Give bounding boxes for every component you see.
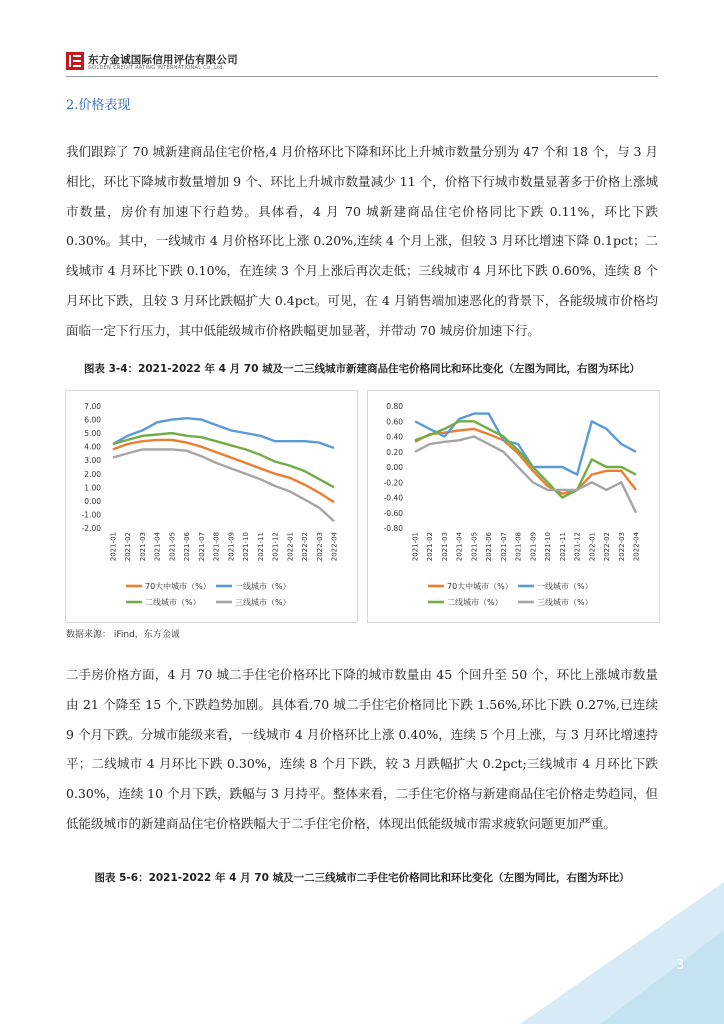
x-tick-label: 2021-12 [271, 532, 280, 562]
legend-label: 一线城市（%） [235, 582, 291, 591]
x-tick-label: 2021-11 [256, 532, 265, 562]
legend-label: 三线城市（%） [235, 598, 291, 607]
paragraph-new-home-prices: 我们跟踪了 70 城新建商品住宅价格,4 月价格环比下降和环比上升城市数量分别为 47 个和 18 个，与 3 月相比，环比下降城市数量增加 9 个、环比上升城市数量减少 11 个，价格下行城市数量显著多于价格上涨城市数量，房价有加速下行趋势。具体看，4 月 70 城新建商品住宅价格同比下跌 0.11%，环比下跌 0.30%。其中，一线城市 4 月价格环比上涨 0.20%,连续 4 个月上涨，但较 3 月环比增速下降 0.1pct；二线城市 4 月环比下跌 0.10%，在连续 3 个月上涨后再次走低；三线城市 4 月环比下跌 0.60%，连续 8 个月环比下跌，且较 3 月环比跌幅扩大 0.4pct。可见，在 4 月销售端加速恶化的背景下，各能级城市价格均面临一定下行压力，其中低能级城市价格跌幅更加显著，并带动 70 城房价加速下行。 [66, 144, 658, 338]
x-tick-label: 2021-02 [426, 532, 435, 562]
x-tick-label: 2021-05 [470, 532, 479, 562]
x-tick-label: 2021-09 [529, 532, 538, 562]
figure-caption-3-4: 图表 3-4：2021-2022 年 4 月 70 城及一二三线城市新建商品住宅价格同比和环比变化（左图为同比，右图为环比） [83, 363, 641, 375]
series-line [415, 437, 636, 513]
y-tick-label: -0.80 [383, 524, 403, 533]
x-tick-label: 2021-02 [124, 532, 133, 562]
legend-label: 70大中城市（%） [145, 582, 211, 591]
x-tick-label: 2022-02 [603, 532, 612, 562]
x-tick-label: 2021-10 [242, 532, 251, 562]
x-tick-label: 2021-12 [573, 532, 582, 562]
company-name-cn: 东方金诚国际信用评估有限公司 [88, 54, 238, 66]
x-tick-label: 2022-01 [588, 532, 597, 562]
y-tick-label: 4.00 [84, 442, 101, 452]
y-tick-label: 6.00 [84, 415, 101, 425]
x-tick-label: 2021-07 [499, 532, 508, 562]
y-tick-label: 0.60 [386, 417, 403, 427]
section-title: 2.价格表现 [66, 98, 131, 113]
chart-yoy-new-home [65, 390, 358, 623]
data-source-note: 数据来源： iFind，东方金诚 [66, 630, 180, 640]
x-tick-label: 2021-08 [514, 532, 523, 562]
x-tick-label: 2021-08 [212, 532, 221, 562]
paragraph-second-hand-prices: 二手房价格方面，4 月 70 城二手住宅价格环比下降的城市数量由 45 个回升至 50 个，环比上涨城市数量由 21 个降至 15 个,下跌趋势加剧。具体看,70 城二手住宅价格同比下跌 1.56%,环比下跌 0.27%,已连续 9 个月下跌。分城市能级来看，一线城市 4 月价格环比上涨 0.40%，连续 5 个月上涨，与 3 月环比增速持平；二线城市 4 月环比下跌 0.30%，连续 8 个月下跌，较 3 月跌幅扩大 0.2pct;三线城市 4 月环比下跌 0.30%，连续 10 个月下跌，跌幅与 3 月持平。整体来看，二手住宅价格与新建商品住宅价格走势趋同，但低能级城市的新建商品住宅价格跌幅大于二手住宅价格，体现出低能级城市需求疲软问题更加严重。 [66, 667, 658, 831]
figure-caption-5-6: 图表 5-6：2021-2022 年 4 月 70 城及一二三线城市二手住宅价格同比和环比变化（左图为同比，右图为环比） [94, 872, 630, 884]
y-tick-label: 0.00 [386, 463, 403, 472]
series-line [415, 429, 636, 494]
company-name-en: GOLDEN CREDIT RATING INTERNATIONAL Co.,Ltd. [88, 65, 225, 71]
y-tick-label: 0.80 [386, 402, 403, 411]
x-tick-label: 2021-07 [197, 532, 206, 562]
y-tick-label: 1.00 [84, 483, 101, 493]
page-number: 3 [676, 958, 685, 973]
company-logo-icon [66, 52, 84, 70]
x-tick-label: 2021-04 [153, 532, 162, 562]
y-tick-label: -0.40 [383, 493, 403, 503]
y-tick-label: 0.00 [84, 496, 101, 506]
x-tick-label: 2021-01 [411, 532, 420, 562]
x-tick-label: 2022-03 [315, 532, 324, 562]
x-tick-label: 2022-04 [330, 532, 339, 562]
y-tick-label: 0.40 [386, 432, 403, 442]
x-tick-label: 2022-04 [632, 532, 641, 562]
x-tick-label: 2021-03 [440, 532, 449, 562]
legend-label: 三线城市（%） [537, 598, 593, 607]
x-tick-label: 2022-02 [301, 532, 310, 562]
page-header [66, 50, 658, 77]
chart-yoy-svg [66, 391, 357, 622]
y-tick-label: 7.00 [84, 402, 101, 411]
y-tick-label: -2.00 [81, 524, 101, 533]
chart-mom-svg [368, 391, 659, 622]
x-tick-label: 2021-06 [485, 532, 494, 562]
chart-mom-new-home [367, 390, 660, 623]
x-tick-label: 2021-10 [544, 532, 553, 562]
series-line [113, 449, 334, 521]
y-tick-label: 3.00 [84, 456, 101, 466]
y-tick-label: 0.20 [386, 447, 403, 457]
x-tick-label: 2021-05 [168, 532, 177, 562]
x-tick-label: 2021-11 [558, 532, 567, 562]
y-tick-label: -1.00 [81, 510, 101, 520]
legend-label: 一线城市（%） [537, 582, 593, 591]
legend-label: 70大中城市（%） [447, 582, 513, 591]
x-tick-label: 2022-01 [286, 532, 295, 562]
y-tick-label: 2.00 [84, 469, 101, 479]
x-tick-label: 2021-09 [227, 532, 236, 562]
legend-label: 二线城市（%） [447, 598, 503, 607]
x-tick-label: 2022-03 [617, 532, 626, 562]
x-tick-label: 2021-01 [109, 532, 118, 562]
x-tick-label: 2021-04 [455, 532, 464, 562]
legend-label: 二线城市（%） [145, 598, 201, 607]
x-tick-label: 2021-03 [138, 532, 147, 562]
x-tick-label: 2021-06 [183, 532, 192, 562]
y-tick-label: -0.60 [383, 508, 403, 518]
y-tick-label: -0.20 [383, 478, 403, 488]
y-tick-label: 5.00 [84, 429, 101, 439]
